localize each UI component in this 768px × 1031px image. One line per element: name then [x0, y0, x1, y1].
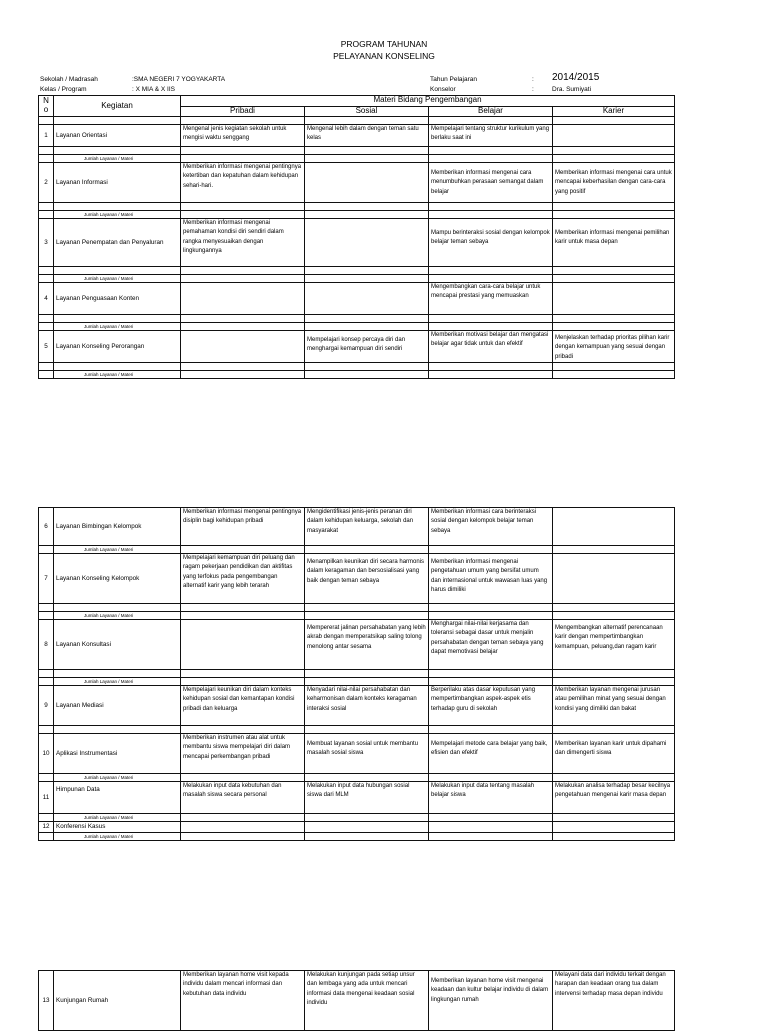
cell-sosial: [305, 822, 429, 833]
table-row: [39, 554, 675, 604]
cell-pribadi: Mempelajari kemampuan diri peluang dan ragam pekerjaan pendidikan dan aktifitas yang terfokus pada pengembangan alternatif karir yang lebih terarah: [181, 554, 305, 604]
cell-karier: [553, 283, 675, 315]
sekolah-value: :SMA NEGERI 7 YOGYAKARTA: [132, 76, 226, 83]
row-kegiatan: Layanan Konsultasi: [54, 620, 181, 670]
cell-pribadi: Memberikan informasi mengenai pentingnya disiplin bagi kehidupan pribadi: [181, 508, 305, 546]
program-table-continued: [38, 507, 675, 841]
cell-belajar: Berperilaku atas dasar keputusan yang mempertimbangkan aspek-aspek etis terhadap guru di sekolah: [429, 686, 553, 726]
row-no: 7: [39, 554, 54, 604]
row-kegiatan: Layanan Konseling Perorangan: [54, 331, 181, 363]
jumlah-label: Jumlah Layanan / Materi: [54, 546, 181, 554]
header-materi: Materi Bidang Pengembangan: [181, 96, 675, 107]
kelas-label: Kelas / Program: [40, 86, 87, 93]
cell-sosial: Membuat layanan sosial untuk membantu masalah sosial siswa: [305, 734, 429, 774]
row-no: 6: [39, 508, 54, 546]
cell-pribadi: [181, 822, 305, 833]
jumlah-label: Jumlah Layanan / Materi: [54, 370, 181, 378]
row-kegiatan: Layanan Penguasaan Konten: [54, 283, 181, 315]
table-row: [39, 219, 675, 267]
jumlah-label: Jumlah Layanan / Materi: [54, 774, 181, 782]
table-row: [39, 971, 675, 1031]
cell-pribadi: [181, 620, 305, 670]
jumlah-label: Jumlah Layanan / Materi: [54, 678, 181, 686]
jumlah-label: Jumlah Layanan / Materi: [54, 155, 181, 163]
cell-karier: Menjelaskan terhadap prioritas pilihan karir dengan kemampuan yang sesuai dengan pribadi: [553, 331, 675, 363]
header-karier: Karier: [553, 106, 675, 117]
table-row: [39, 734, 675, 774]
cell-belajar: Memberikan motivasi belajar dan mengatasi belajar agar tidak untuk dan efektif: [429, 331, 553, 363]
cell-belajar: Memberikan informasi cara berinteraksi sosial dengan kelompok belajar teman sebaya: [429, 508, 553, 546]
cell-pribadi: Memberikan informasi mengenai pentingnya ketertiban dan kepatuhan dalam kehidupan sehari-hari.: [181, 163, 305, 203]
cell-sosial: Menyadari nilai-nilai persahabatan dan keharmonisan dalam konteks keragaman interaksi sosial: [305, 686, 429, 726]
cell-belajar: Melakukan input data tentang masalah belajar siswa: [429, 782, 553, 814]
cell-karier: [553, 125, 675, 147]
row-no: 9: [39, 686, 54, 726]
row-kegiatan: Layanan Bimbingan Kelompok: [54, 508, 181, 546]
cell-sosial: Melakukan input data hubungan sosial siswa dari MLM: [305, 782, 429, 814]
row-kegiatan: Aplikasi Instrumentasi: [54, 734, 181, 774]
table-row: [39, 331, 675, 363]
cell-karier: Mengembangkan alternatif perencanaan karir dengan mempertimbangkan kemampuan, peluang,dan ragam karir: [553, 620, 675, 670]
header-pribadi: Pribadi: [181, 106, 305, 117]
cell-pribadi: [181, 331, 305, 363]
cell-karier: [553, 822, 675, 833]
row-kegiatan: Layanan Penempatan dan Penyaluran: [54, 219, 181, 267]
cell-belajar: Memberikan informasi mengenai pengetahuan umum yang bersifat umum dan internasional untuk wawasan luas yang harus dimiliki: [429, 554, 553, 604]
cell-belajar: Mampu berinteraksi sosial dengan kelompok belajar teman sebaya: [429, 219, 553, 267]
cell-pribadi: Memberikan instrumen atau alat untuk membantu siswa mempelajari diri dalam mencapai perkembangan pribadi: [181, 734, 305, 774]
tahun-value: 2014/2015: [552, 72, 600, 83]
kelas-value: : X MIA & X IIS: [132, 86, 175, 93]
row-no: 8: [39, 620, 54, 670]
cell-belajar: [429, 822, 553, 833]
cell-belajar: Mempelajari metode cara belajar yang baik, efisien dan efektif: [429, 734, 553, 774]
jumlah-label: Jumlah Layanan / Materi: [54, 211, 181, 219]
cell-pribadi: Memberikan layanan home visit kepada individu dalam mencari informasi dan kebutuhan data individu: [181, 971, 305, 1031]
header-sosial: Sosial: [305, 106, 429, 117]
cell-belajar: Mempelajari tentang struktur kurikulum yang berlaku saat ini: [429, 125, 553, 147]
jumlah-label: Jumlah Layanan / Materi: [54, 275, 181, 283]
row-kegiatan: Layanan Orientasi: [54, 125, 181, 147]
cell-belajar: Mengembangkan cara-cara belajar untuk mencapai prestasi yang memuaskan: [429, 283, 553, 315]
jumlah-label: Jumlah Layanan / Materi: [54, 323, 181, 331]
row-kegiatan: Layanan Konseling Kelompok: [54, 554, 181, 604]
cell-karier: Memberikan layanan mengenai jurusan atau pemilihan minat yang sesuai dengan kondisi yang dimiliki dan bakat: [553, 686, 675, 726]
cell-belajar: Memberikan informasi mengenai cara menumbuhkan perasaan semangat dalam belajar: [429, 163, 553, 203]
row-kegiatan: Layanan Informasi: [54, 163, 181, 203]
table-row: [39, 822, 675, 833]
cell-sosial: [305, 283, 429, 315]
cell-sosial: Melakukan kunjungan pada setiap unsur dan lembaga yang ada untuk mencari informasi data mengenai keadaan sosial individu: [305, 971, 429, 1031]
jumlah-label: Jumlah Layanan / Materi: [54, 612, 181, 620]
row-kegiatan: Konferensi Kasus: [54, 822, 181, 833]
cell-pribadi: Mempelajari keunikan diri dalam konteks kehidupan sosial dan kemantapan kondisi pribadi dan keluarga: [181, 686, 305, 726]
cell-sosial: [305, 219, 429, 267]
table-row: [39, 782, 675, 814]
row-no: 10: [39, 734, 54, 774]
cell-sosial: Menampilkan keunikan diri secara harmonis dalam keragaman dan bersosialisasi yang baik dengan teman sebaya: [305, 554, 429, 604]
cell-karier: Memberikan layanan karir untuk dipahami dan dimengerti siswa: [553, 734, 675, 774]
cell-pribadi: [181, 283, 305, 315]
cell-belajar: Menghargai nilai-nilai kerjasama dan toleransi sebagai dasar untuk menjalin persahabatan dengan teman sebaya yang dapat memotivasi belajar: [429, 620, 553, 670]
jumlah-label: Jumlah Layanan / Materi: [54, 814, 181, 822]
tahun-label: Tahun Pelajaran: [430, 76, 477, 83]
cell-belajar: Memberikan layanan home visit mengenai keadaan dan kultur belajar individu di dalam lingkungan rumah: [429, 971, 553, 1031]
row-no: 4: [39, 283, 54, 315]
row-kegiatan: Kunjungan Rumah: [54, 971, 181, 1031]
cell-karier: Memberikan informasi mengenai pemilihan karir untuk masa depan: [553, 219, 675, 267]
tahun-colon: :: [532, 76, 534, 83]
table-row: [39, 163, 675, 203]
program-table-page3: [38, 970, 675, 1031]
row-kegiatan: Layanan Mediasi: [54, 686, 181, 726]
konselor-colon: :: [532, 86, 534, 93]
cell-pribadi: Memberikan informasi mengenai pemahaman kondisi diri sendiri dalam rangka menyesuaikan dengan lingkungannya: [181, 219, 305, 267]
jumlah-label: Jumlah Layanan / Materi: [54, 832, 181, 840]
row-no: 12: [39, 822, 54, 833]
row-no: 11: [39, 782, 54, 814]
row-no: 3: [39, 219, 54, 267]
row-no: 2: [39, 163, 54, 203]
table-row: [39, 620, 675, 670]
cell-sosial: Mengidentifikasi jenis-jenis peranan diri dalam kehidupan keluarga, sekolah dan masyarakat: [305, 508, 429, 546]
cell-karier: Melakukan analisa terhadap besar kecilnya pengetahuan mengenai karir masa depan: [553, 782, 675, 814]
cell-sosial: Mempererat jalinan persahabatan yang lebih akrab dengan memperatsikap saling tolong menolong antar sesama: [305, 620, 429, 670]
page-subtitle: PELAYANAN KONSELING: [333, 51, 435, 61]
page-title: PROGRAM TAHUNAN: [340, 39, 428, 49]
cell-karier: [553, 554, 675, 604]
row-no: 13: [39, 971, 54, 1031]
header-no: No: [39, 96, 54, 117]
program-table: [38, 95, 675, 379]
cell-pribadi: Melakukan input data kebutuhan dan masalah siswa secara personal: [181, 782, 305, 814]
cell-karier: Memberikan informasi mengenai cara untuk mencapai keberhasilan dengan cara-cara yang positif: [553, 163, 675, 203]
cell-karier: [553, 508, 675, 546]
table-row: [39, 283, 675, 315]
konselor-value: Dra. Sumiyati: [552, 86, 592, 93]
cell-sosial: Mempelajari konsep percaya diri dan menghargai kemampuan diri sendiri: [305, 331, 429, 363]
row-no: 5: [39, 331, 54, 363]
cell-karier: Melayani data dari individu terkait dengan harapan dan keadaan orang tua dalam intervensi terhadap masa depan individu: [553, 971, 675, 1031]
header-belajar: Belajar: [429, 106, 553, 117]
row-kegiatan: Himpunan Data: [54, 782, 181, 814]
konselor-label: Konselor: [430, 86, 456, 93]
cell-sosial: Mengenal lebih dalam dengan teman satu kelas: [305, 125, 429, 147]
cell-pribadi: Mengenal jenis kegiatan sekolah untuk mengisi waktu senggang: [181, 125, 305, 147]
header-kegiatan: Kegiatan: [54, 96, 181, 117]
row-no: 1: [39, 125, 54, 147]
cell-sosial: [305, 163, 429, 203]
table-row: [39, 508, 675, 546]
sekolah-label: Sekolah / Madrasah: [40, 76, 98, 83]
table-row: [39, 125, 675, 147]
table-row: [39, 686, 675, 726]
